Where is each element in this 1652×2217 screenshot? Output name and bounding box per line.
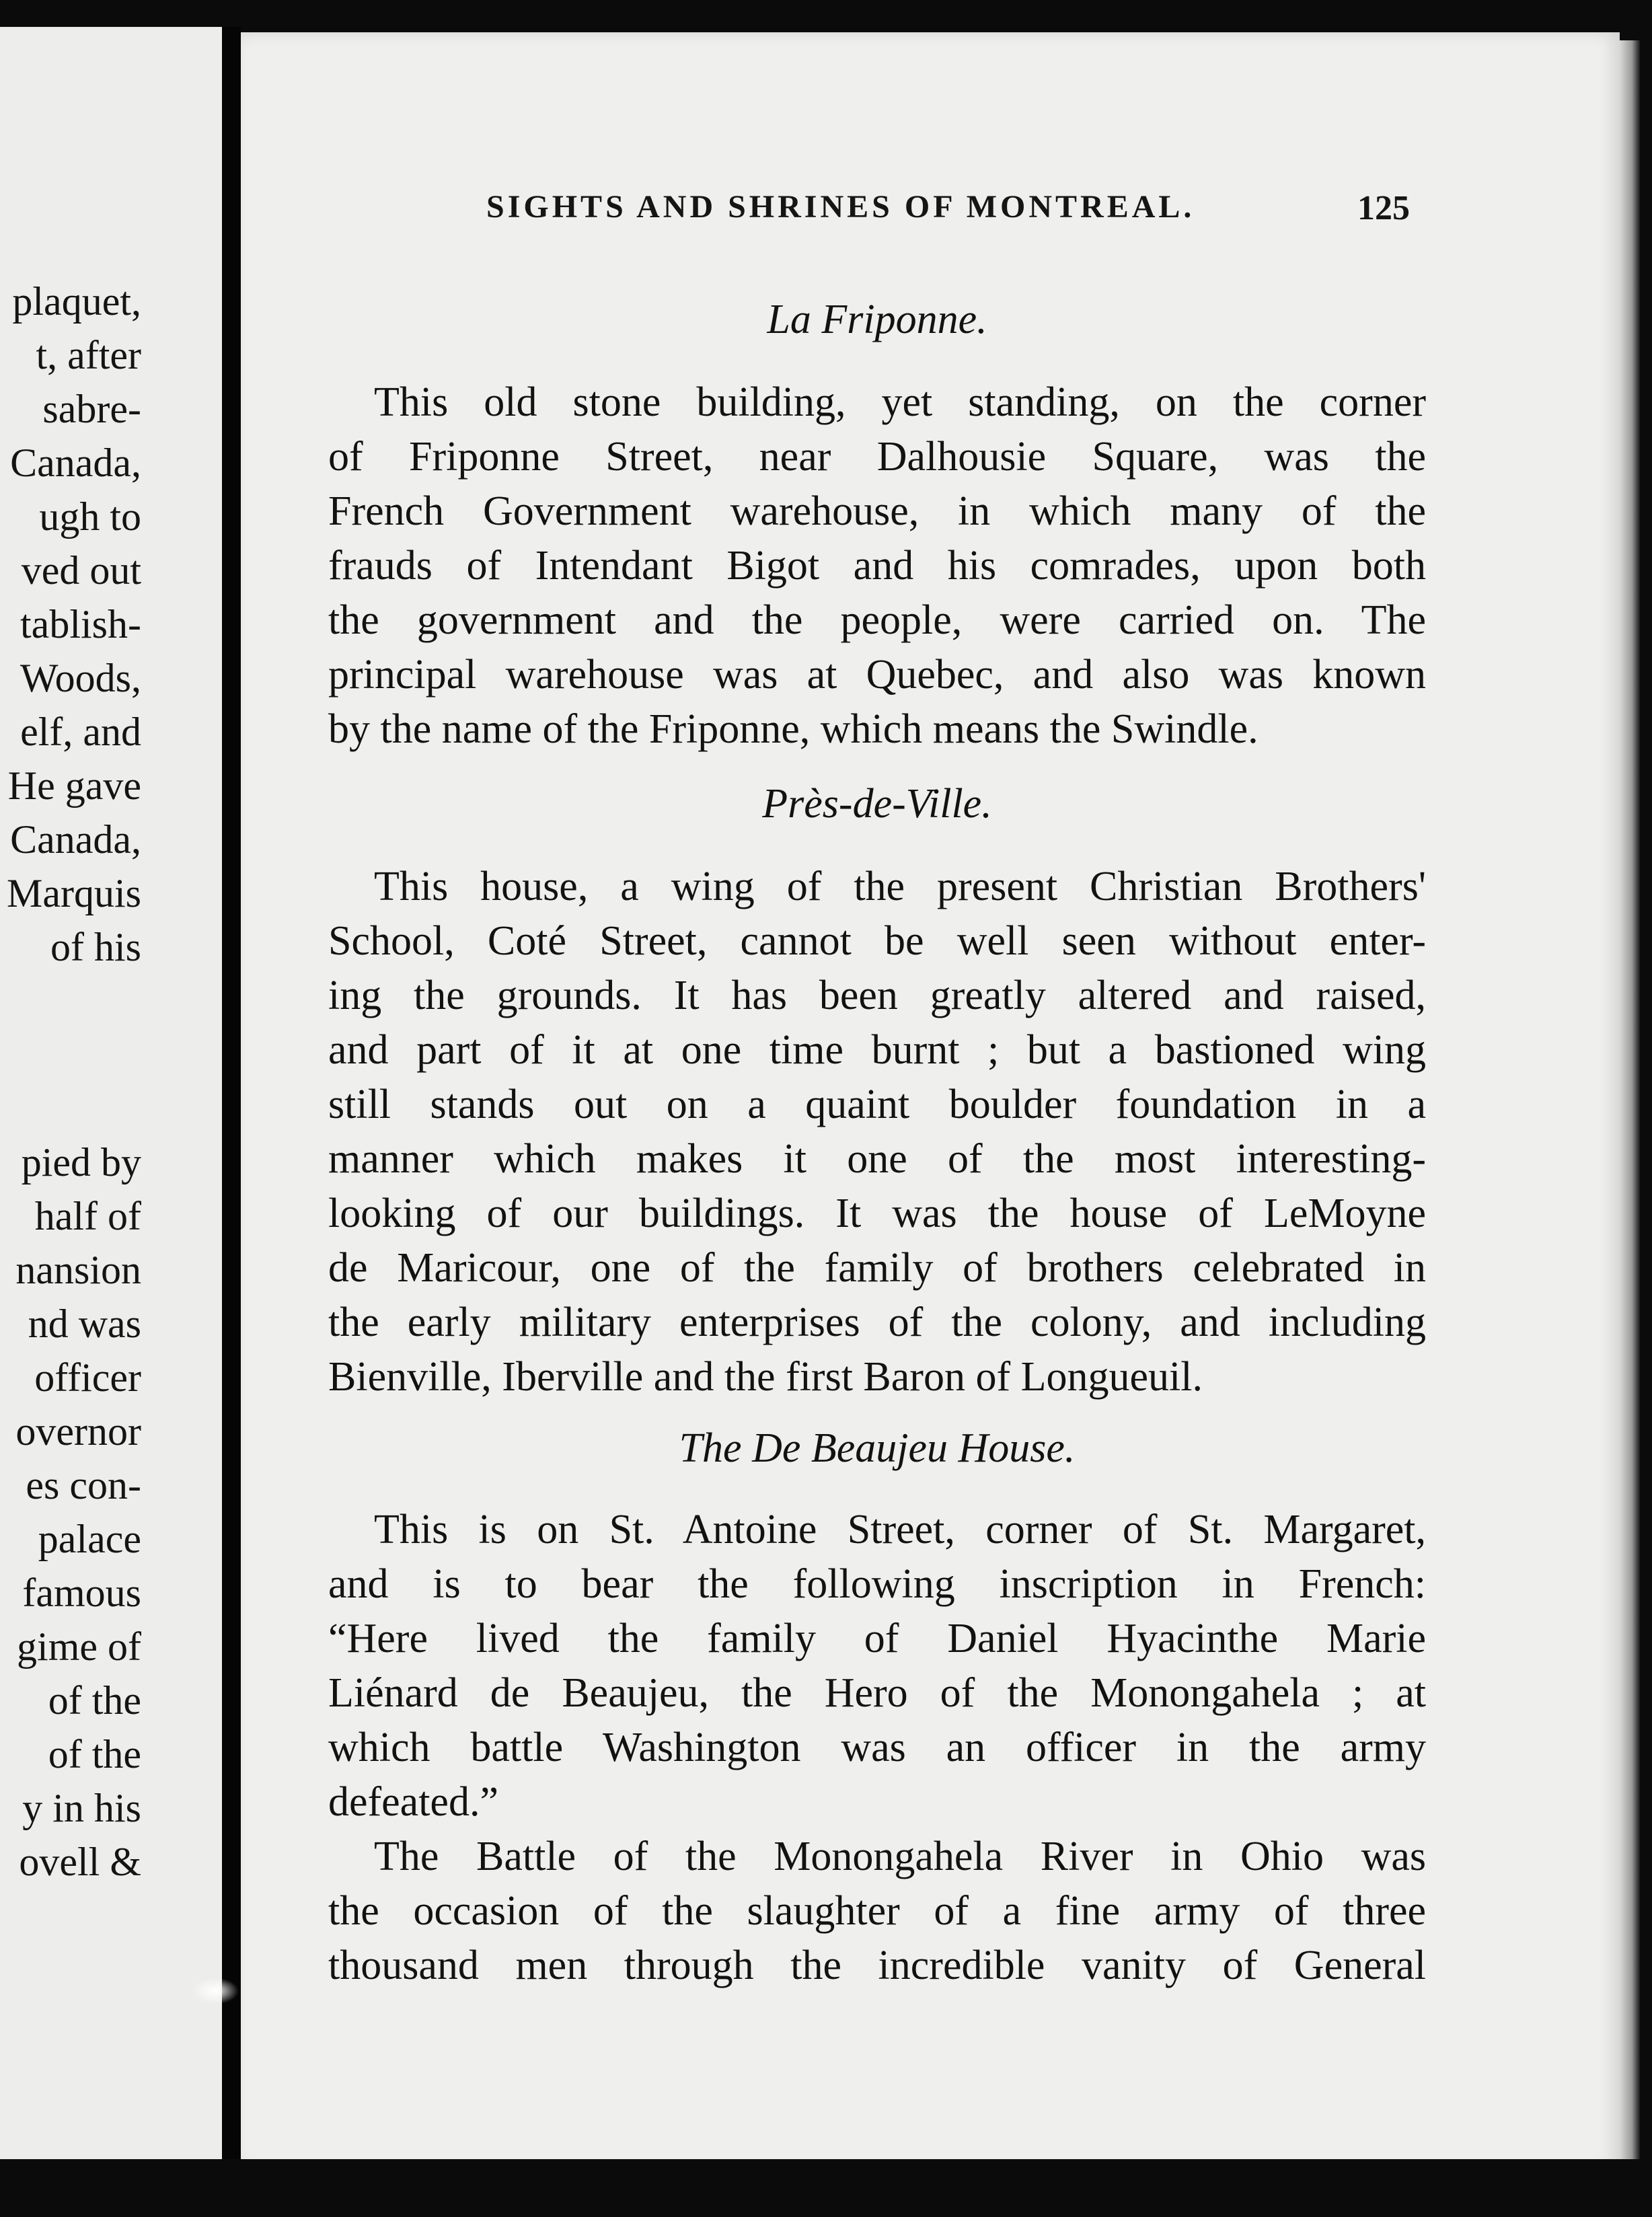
text-line: and is to bear the following inscription in French: bbox=[328, 1561, 1426, 1607]
facing-page-line: plaquet, bbox=[12, 279, 141, 324]
facing-page-line: ovell & bbox=[19, 1840, 141, 1884]
facing-page-line: of the bbox=[48, 1678, 141, 1723]
scan-smudge bbox=[192, 1978, 239, 2004]
text-line: School, Coté Street, cannot be well seen without enter- bbox=[328, 918, 1426, 964]
text-line: French Government warehouse, in which many of the bbox=[328, 488, 1426, 534]
section-paragraph bbox=[328, 1503, 1426, 1993]
book-gutter bbox=[222, 27, 241, 2159]
section-heading: Près-de-Ville. bbox=[762, 781, 992, 827]
text-line: frauds of Intendant Bigot and his comrades, upon both bbox=[328, 543, 1426, 589]
facing-page-line: officer bbox=[34, 1355, 141, 1400]
facing-page-line: gime of bbox=[17, 1624, 141, 1669]
facing-page-line: ugh to bbox=[39, 494, 141, 539]
facing-page-line: pied by bbox=[21, 1140, 141, 1185]
facing-page-line: elf, and bbox=[20, 710, 141, 754]
text-line: the government and the people, were carried on. The bbox=[328, 597, 1426, 643]
text-line: This is on St. Antoine Street, corner of St. Margaret, bbox=[374, 1507, 1426, 1552]
text-line: This house, a wing of the present Christian Brothers' bbox=[374, 864, 1426, 909]
text-line: of Friponne Street, near Dalhousie Square, was the bbox=[328, 434, 1426, 480]
text-line: defeated.” bbox=[328, 1779, 498, 1825]
facing-page-line: es con- bbox=[26, 1463, 141, 1507]
facing-page-line: y in his bbox=[22, 1786, 141, 1830]
text-line: manner which makes it one of the most interesting- bbox=[328, 1136, 1426, 1182]
facing-page-line: ved out bbox=[21, 548, 141, 593]
facing-page-line: famous bbox=[22, 1571, 141, 1615]
facing-page-line: Woods, bbox=[20, 656, 141, 700]
facing-page-line: tablish- bbox=[20, 602, 141, 646]
text-line: thousand men through the incredible vanity of General bbox=[328, 1943, 1426, 1988]
text-line: looking of our buildings. It was the house of LeMoyne bbox=[328, 1191, 1426, 1236]
text-line: which battle Washington was an officer in the army bbox=[328, 1725, 1426, 1770]
section-heading: The De Beaujeu House. bbox=[679, 1425, 1076, 1471]
text-line: The Battle of the Monongahela River in Ohio was bbox=[374, 1834, 1426, 1879]
text-line: de Maricour, one of the family of brothers celebrated in bbox=[328, 1245, 1426, 1291]
facing-page-line: half of bbox=[34, 1194, 141, 1238]
running-head: SIGHTS AND SHRINES OF MONTREAL. bbox=[486, 189, 1195, 225]
facing-page-line: He gave bbox=[7, 763, 141, 808]
facing-page-line: t, after bbox=[36, 333, 141, 377]
text-line: the occasion of the slaughter of a fine army of three bbox=[328, 1888, 1426, 1934]
section-paragraph bbox=[328, 375, 1426, 757]
facing-page-line: sabre- bbox=[42, 387, 141, 431]
text-line: Liénard de Beaujeu, the Hero of the Monongahela ; at bbox=[328, 1670, 1426, 1716]
scan-bottom-border bbox=[0, 2159, 1652, 2217]
text-line: Bienville, Iberville and the first Baron of Longueuil. bbox=[328, 1354, 1203, 1400]
facing-page-line: nansion bbox=[15, 1248, 141, 1292]
text-line: still stands out on a quaint boulder foundation in a bbox=[328, 1082, 1426, 1127]
text-line: by the name of the Friponne, which means the Swindle. bbox=[328, 706, 1259, 752]
section-paragraph bbox=[328, 860, 1426, 1404]
facing-page-line: Canada, bbox=[10, 817, 141, 862]
facing-page-line: Marquis bbox=[7, 871, 141, 915]
page-number: 125 bbox=[1357, 189, 1410, 227]
text-line: ing the grounds. It has been greatly altered and raised, bbox=[328, 973, 1426, 1018]
facing-page-line: nd was bbox=[28, 1302, 141, 1346]
facing-page-line: of his bbox=[50, 925, 141, 969]
section-heading: La Friponne. bbox=[767, 297, 987, 342]
page-edge-shadow bbox=[1620, 40, 1640, 2166]
text-line: “Here lived the family of Daniel Hyacinthe Marie bbox=[328, 1616, 1426, 1661]
text-line: This old stone building, yet standing, on the corner bbox=[374, 379, 1426, 425]
facing-page-left bbox=[0, 27, 222, 2159]
facing-page-line: overnor bbox=[15, 1409, 141, 1454]
text-line: the early military enterprises of the colony, and including bbox=[328, 1300, 1426, 1345]
facing-page-line: Canada, bbox=[10, 441, 141, 485]
text-line: principal warehouse was at Quebec, and also was known bbox=[328, 652, 1426, 698]
book-page bbox=[241, 32, 1620, 2171]
facing-page-line: palace bbox=[38, 1517, 141, 1561]
text-line: and part of it at one time burnt ; but a bastioned wing bbox=[328, 1027, 1426, 1073]
facing-page-line: of the bbox=[48, 1732, 141, 1776]
